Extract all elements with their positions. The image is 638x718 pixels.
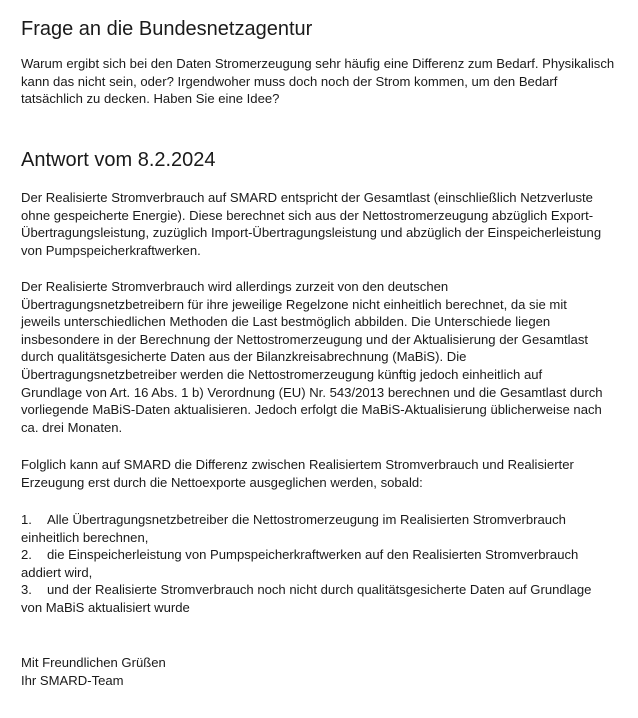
list-text-continued: einheitlich berechnen,: [21, 529, 149, 545]
text-line: Übertragungsnetzbetreibern für ihre jeweilige Regelzone nicht einheitlich berechnet, da sie mit: [21, 296, 567, 312]
list-number: 1.: [21, 512, 32, 527]
closing-greeting: Mit Freundlichen Grüßen: [21, 655, 166, 670]
list-item: [21, 511, 638, 546]
text-line: Übertragungsnetzbetreiber werden die Nettostromerzeugung künftig jedoch einheitlich auf: [21, 366, 543, 382]
text-line: durch qualitätsgesicherte Daten aus der Bilanzkreisabrechnung (MaBiS). Die: [21, 349, 467, 365]
question-text: [21, 55, 638, 108]
text-line: Folglich kann auf SMARD die Differenz zwischen Realisiertem Stromverbrauch und Realisierter: [21, 457, 574, 472]
list-number: 2.: [21, 547, 32, 563]
list-text-continued: von MaBiS aktualisiert wurde: [21, 599, 190, 615]
text-line: Der Realisierte Stromverbrauch wird allerdings zurzeit von den deutschen: [21, 279, 449, 294]
conditions-list: [21, 511, 638, 617]
closing-signature: Ihr SMARD-Team: [21, 672, 124, 688]
text-line: Warum ergibt sich bei den Daten Stromerzeugung sehr häufig eine Differenz zum Bedarf. Physikalisch: [21, 56, 615, 71]
text-line: Erzeugung erst durch die Nettoexporte ausgeglichen werden, sobald:: [21, 474, 423, 490]
list-text-continued: addiert wird,: [21, 564, 93, 580]
text-line: kann das nicht sein, oder? Irgendwoher muss doch noch der Strom kommen, um den Bedarf: [21, 73, 558, 89]
list-text: die Einspeicherleistung von Pumpspeicherkraftwerken auf den Realisierten Stromverbrauch: [47, 547, 579, 563]
text-line: vorliegende MaBiS-Daten aktualisieren. Jedoch erfolgt die MaBiS-Aktualisierung üblicherweise nach: [21, 402, 602, 418]
answer-paragraph-3: [21, 456, 638, 491]
text-line: Der Realisierte Stromverbrauch auf SMARD entspricht der Gesamtlast (einschließlich Netzverluste: [21, 190, 593, 205]
list-item: [21, 546, 638, 581]
text-line: ohne gespeicherte Energie). Diese berechnet sich aus der Nettostromerzeugung abzüglich Export-: [21, 207, 594, 223]
text-line: Übertragungsleistung, zuzüglich Import-Übertragungsleistung und abzüglich der Einspeicherleistung: [21, 225, 602, 241]
closing: [21, 654, 638, 689]
list-number: 3.: [21, 582, 32, 598]
text-line: von Pumpspeicherkraftwerken.: [21, 242, 201, 258]
text-line: insbesondere in der Berechnung der Nettostromerzeugung und der Aktualisierung der Gesamtlast: [21, 331, 589, 347]
answer-paragraph-2: [21, 278, 638, 436]
list-item: [21, 581, 638, 616]
question-title: Frage an die Bundesnetzagentur: [21, 18, 313, 40]
list-text: Alle Übertragungsnetzbetreiber die Nettostromerzeugung im Realisierten Stromverbrauch: [47, 512, 566, 527]
list-text: und der Realisierte Stromverbrauch noch nicht durch qualitätsgesicherte Daten auf Grundlage: [47, 582, 592, 598]
answer-title: Antwort vom 8.2.2024: [21, 149, 216, 171]
text-line: tatsächlich zu decken. Haben Sie eine Idee?: [21, 91, 280, 107]
text-line: ca. drei Monaten.: [21, 419, 123, 435]
text-line: Grundlage von Art. 16 Abs. 1 b) Verordnung (EU) Nr. 543/2013 berechnen und die Gesamtlast durch: [21, 384, 603, 400]
text-line: jeweils unterschiedlichen Methoden die Last bestmöglich abbilden. Die Unterschiede liegen: [21, 314, 551, 330]
answer-paragraph-1: [21, 189, 638, 259]
